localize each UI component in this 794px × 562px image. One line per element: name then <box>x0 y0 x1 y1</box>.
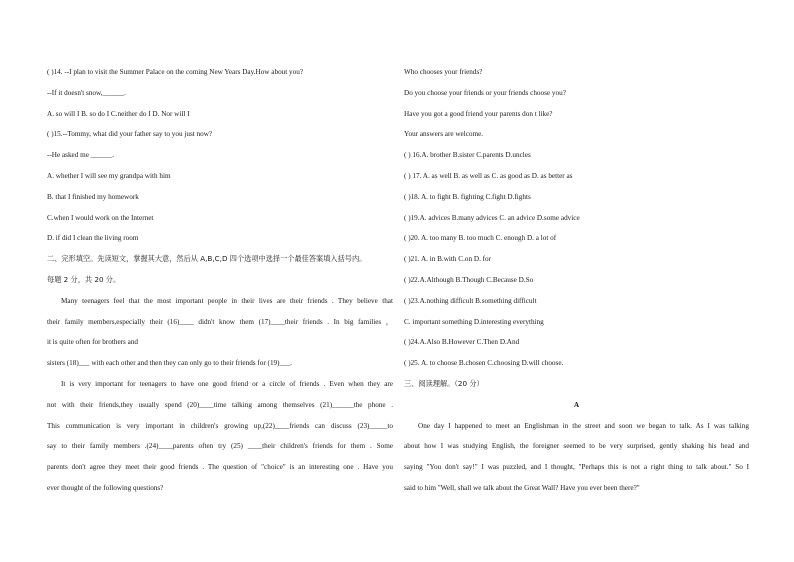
question-17: ( ) 17. A. as well B. as well as C. as good as D. as better as <box>404 171 573 180</box>
cloze-paragraph-2-line-6: ever thought of the following questions? <box>47 483 164 492</box>
passage-a-label: A <box>573 400 580 409</box>
question-22: ( )22.A.Although B.Though C.Because D.So <box>404 275 534 284</box>
question-14-reply: --If it doesn't snow,______. <box>47 88 126 97</box>
passage-a-line-2: about how I was studying English, the foreigner seemed to be very surprised, gently shaking his head and <box>404 442 749 451</box>
right-column <box>404 62 749 499</box>
question-15-reply: --He asked me ______. <box>47 151 115 160</box>
passage-closing: Your answers are welcome. <box>404 130 484 139</box>
question-16: ( ) 16.A. brother B.sister C.parents D.uncles <box>404 151 531 160</box>
section-2-title: 二、完形填空。先读短文，掌握其大意，然后从 A,B,C,D 四个选项中选择一个最佳答案填入括号内。 <box>47 254 367 264</box>
section-3-title: 三、阅读理解。（20 分） <box>404 378 484 388</box>
cloze-paragraph-1-line-4: sisters (18)___ with each other and then they can only go to their friends for (19)___. <box>47 359 293 368</box>
question-15-option-c: C.when I would work on the Internet <box>47 213 154 222</box>
passage-a-line-4: said to him "Well, shall we talk about the Great Wall? Have you ever been there?" <box>404 483 640 492</box>
cloze-paragraph-2-line-4: say to their family members .(24)____parents often try (25) ____their children's friends for them . Some <box>47 442 393 451</box>
passage-a-line-1: One day I happened to meet an Englishman in the street and soon we began to talk. As I was talking <box>418 421 749 430</box>
cloze-paragraph-2-line-5: parents don't agree they meet their good friends . The question of "choice" is an interesting one . Have you <box>47 463 393 472</box>
question-15: ( )15.--Tommy, what did your father say to you just now? <box>47 130 213 139</box>
question-14-options: A. so will I B. so do I C.neither do I D. Nor will I <box>47 109 190 118</box>
passage-question-2: Do you choose your friends or your friends choose you? <box>404 88 566 97</box>
question-21: ( )21. A. in B.with C.on D. for <box>404 255 492 264</box>
passage-question-3: Have you got a good friend your parents don t like? <box>404 109 553 118</box>
passage-question-1: Who chooses your friends? <box>404 68 483 76</box>
left-column <box>47 62 393 499</box>
question-23-continued: C. important something D.interesting everything <box>404 317 544 326</box>
cloze-paragraph-2-line-2: not with their friends,they usually spend (20)____time talking among themselves (21)______the phone . <box>47 400 393 409</box>
question-23: ( )23.A.nothing difficult B.something difficult <box>404 296 537 305</box>
section-2-score: 每题 2 分，共 20 分。 <box>47 274 121 284</box>
question-18: ( )18. A. to fight B. fighting C.fight D.fights <box>404 192 531 201</box>
cloze-paragraph-2-line-3: This communication is very important in children's growing up,(22)____friends can discuss (23)_____to <box>47 421 393 430</box>
cloze-paragraph-1-line-1: Many teenagers feel that the most important people in their lives are their friends . They believe that <box>61 296 393 305</box>
question-24: ( )24.A.Also B.However C.Then D.And <box>404 338 520 347</box>
question-19: ( )19.A. advices B.many advices C. an advice D.some advice <box>404 213 580 222</box>
passage-a-line-3: saying "You don't say!" I was puzzled, and I thought, "Perhaps this is not a right thing to talk about." So I <box>404 463 749 472</box>
question-14: ( )14. --I plan to visit the Summer Palace on the coming New Years Day.How about you? <box>47 68 304 76</box>
question-15-option-a: A. whether I will see my grandpa with him <box>47 171 171 180</box>
cloze-paragraph-1-line-2: their family members,especially their (16)____ didn't know them (17)____their friends . In big families ， <box>47 317 393 326</box>
cloze-paragraph-1-line-3: it is quite often for brothers and <box>47 338 139 347</box>
question-15-option-d: D. if did I clean the living room <box>47 234 139 243</box>
question-20: ( )20. A. too many B. too much C. enough D. a lot of <box>404 234 557 243</box>
question-15-option-b: B. that I finished my homework <box>47 192 139 201</box>
cloze-paragraph-2-line-1: It is very important for teenagers to have one good friend or a circle of friends . Even when they are <box>61 379 393 388</box>
question-25: ( )25. A. to choose B.chosen C.choosing D.will choose. <box>404 359 564 368</box>
